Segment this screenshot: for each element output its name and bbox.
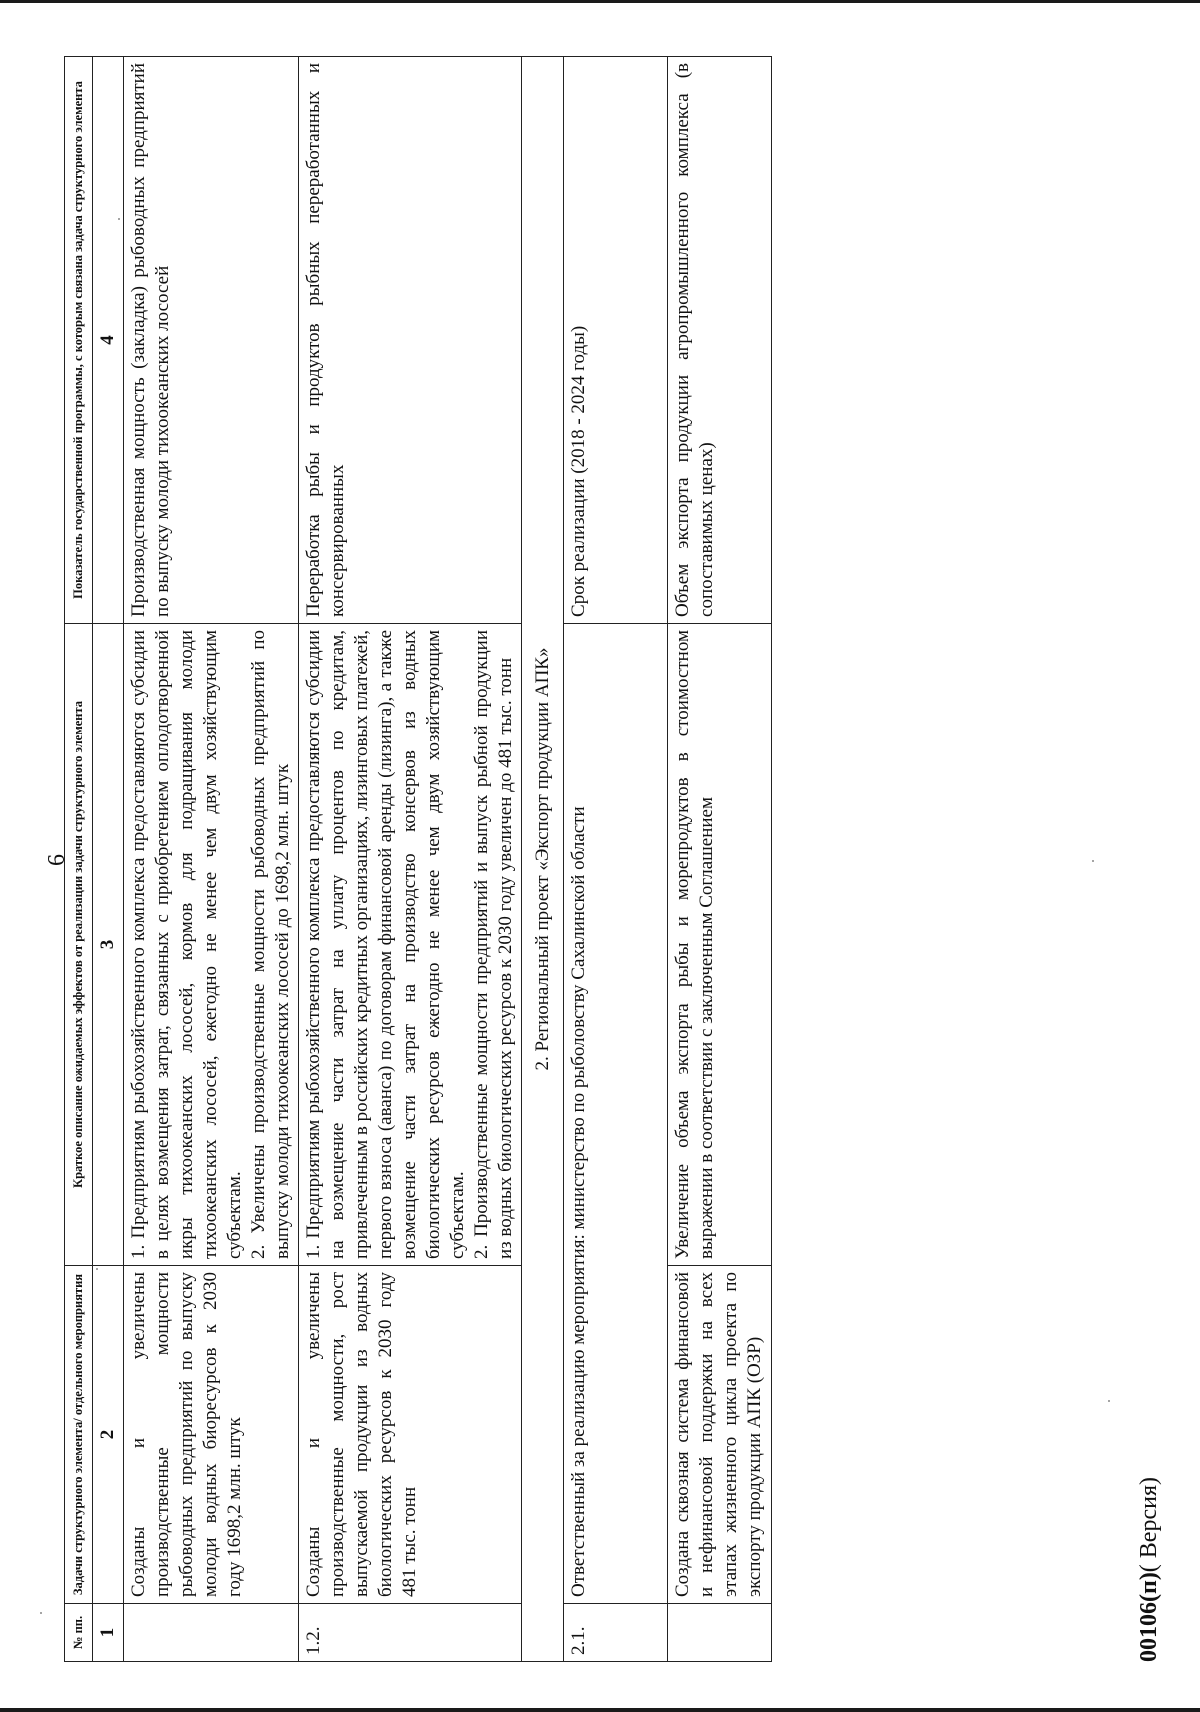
task-cell: Созданы и увеличены производственные мощности, рост выпускаемой продукции из водных биологических ресурсов к 2030 году 481 тыс. тонн — [299, 1266, 522, 1604]
footer-document-code — [1136, 1477, 1163, 1662]
description-cell — [299, 623, 522, 1265]
row-number: 1.2. — [299, 1604, 522, 1662]
header-no: № пп. — [65, 1604, 93, 1662]
table-header-row — [65, 56, 93, 1661]
header-indicator: Показатель государственной программы, с которым связана задача структурного элемента — [65, 56, 93, 623]
description-cell: Увеличение объема экспорта рыбы и морепродуктов в стоимостном выражении в соответствии с заключенным Соглашением — [668, 623, 772, 1265]
implementation-term: Срок реализации (2018 - 2024 годы) — [564, 56, 668, 623]
section-title: 2. Региональный проект «Экспорт продукции АПК» — [522, 56, 564, 1661]
column-number: 1 — [93, 1604, 124, 1662]
header-task: Задачи структурного элемента/ отдельного мероприятия — [65, 1266, 93, 1604]
indicator-cell: Переработка рыбы и продуктов рыбных переработанных и консервированных — [299, 56, 522, 623]
indicator-cell: Производственная мощность (закладка) рыбоводных предприятий по выпуску молоди тихоокеанских лососей — [124, 56, 299, 623]
program-table — [64, 56, 772, 1662]
row-number — [668, 1604, 772, 1662]
column-number: 3 — [93, 623, 124, 1265]
page-number: 6 — [44, 854, 70, 866]
description-paragraph: 1. Предприятиям рыбохозяйственного комплекса предоставляются субсидии на возмещение части затрат на уплату процентов по кредитам, привлеченным в российских кредитных организациях, лизинговых платежей, первого взноса (аванса) по договорам финансовой аренды (лизинга), а также возмещение части затрат на производство консервов из водных биологических ресурсов ежегодно не менее чем двум хозяйствующим субъектам. — [303, 629, 468, 1259]
indicator-cell: Объем экспорта продукции агропромышленного комплекса (в сопоставимых ценах) — [668, 56, 772, 623]
column-number: 2 — [93, 1266, 124, 1604]
responsible-label: Ответственный за реализацию мероприятия: министерство по рыболовству Сахалинской области — [564, 623, 668, 1603]
task-cell: Созданы и увеличены производственные мощности рыбоводных предприятий по выпуску молоди водных биоресурсов к 2030 году 1698,2 млн. штук — [124, 1266, 299, 1604]
table-row — [124, 56, 299, 1661]
header-description: Краткое описание ожидаемых эффектов от реализации задачи структурного элемента — [65, 623, 93, 1265]
task-cell: Создана сквозная система финансовой и нефинансовой поддержки на всех этапах жизненного цикла проекта по экспорту продукции АПК (ОЗР) — [668, 1266, 772, 1604]
description-paragraph: 2. Производственные мощности предприятий и выпуск рыбной продукции из водных биологических ресурсов к 2030 году увеличен до 481 тыс. тонн — [471, 629, 516, 1259]
responsible-row — [564, 56, 668, 1661]
document-code: 00106(п) — [1136, 1572, 1162, 1662]
description-paragraph: 1. Предприятиям рыбохозяйственного комплекса предоставляются субсидии в целях возмещения затрат, связанных с приобретением оплодотворенной икры тихоокеанских лососей, кормов для подращивания молоди тихоокеанских лососей, ежегодно не менее чем двум хозяйствующим субъектам. — [128, 629, 245, 1259]
description-paragraph: 2. Увеличены производственные мощности рыбоводных предприятий по выпуску молоди тихоокеанских лососей до 1698,2 млн. штук — [248, 629, 293, 1259]
description-cell — [124, 623, 299, 1265]
column-number: 4 — [93, 56, 124, 623]
table-row — [299, 56, 522, 1661]
row-number — [124, 1604, 299, 1662]
document-version: ( Версия) — [1136, 1477, 1162, 1573]
row-number: 2.1. — [564, 1604, 668, 1662]
section-title-row — [522, 56, 564, 1661]
table-row — [668, 56, 772, 1661]
column-number-row — [93, 56, 124, 1661]
